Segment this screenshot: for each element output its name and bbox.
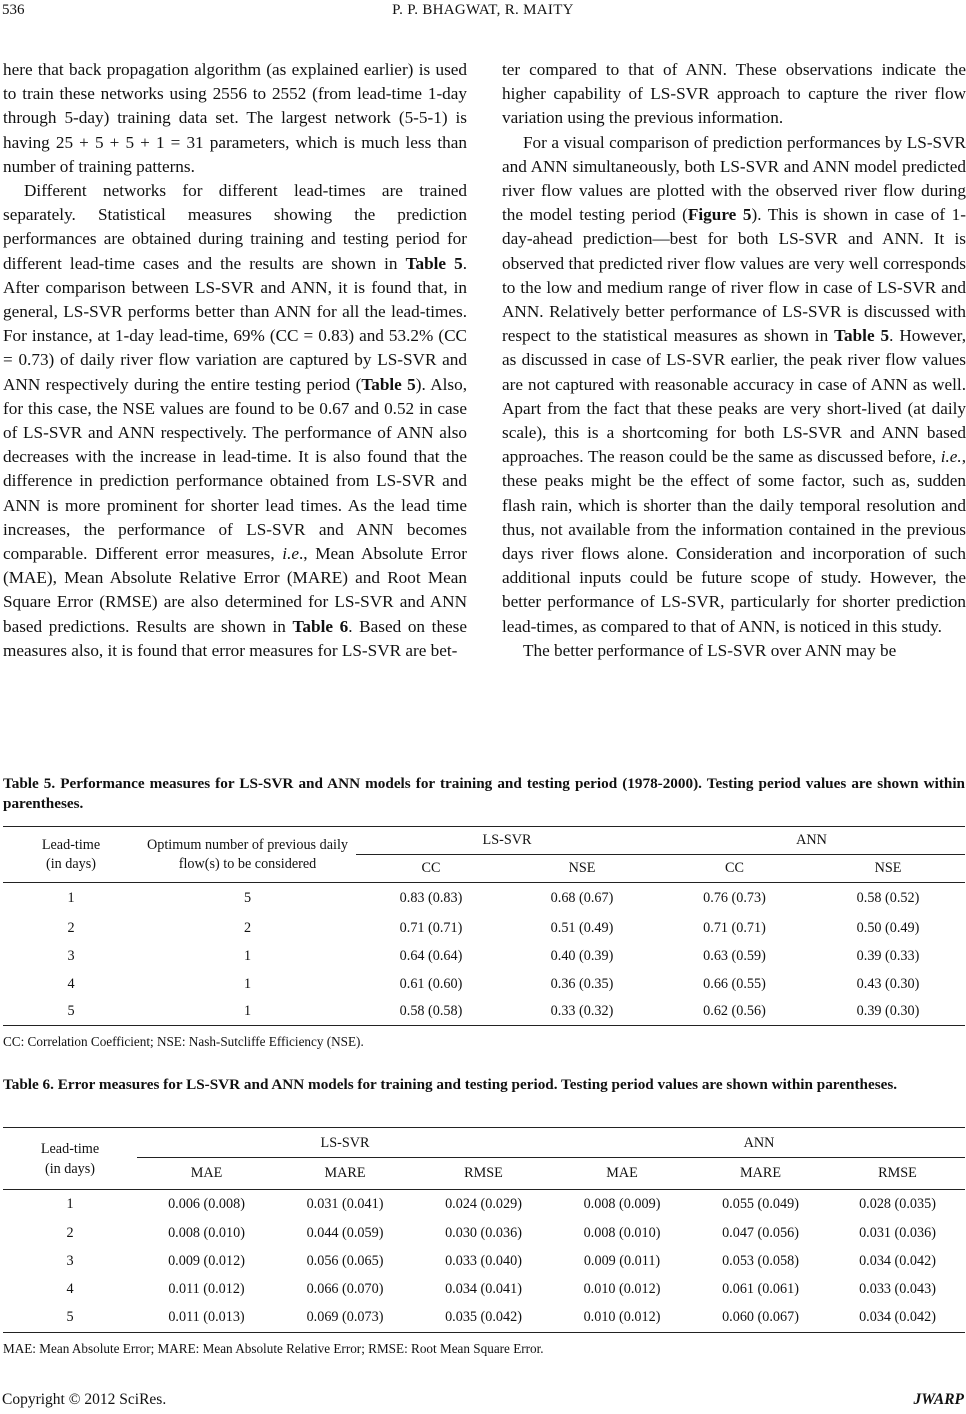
- column-header: MAE: [190, 1165, 223, 1181]
- column-header: MARE: [324, 1165, 366, 1181]
- table6-bottom-rule: [3, 1332, 965, 1333]
- left-column: [3, 58, 467, 663]
- table6: [3, 1128, 965, 1331]
- running-head: P. P. BHAGWAT, R. MAITY: [392, 2, 574, 18]
- paragraph: The better performance of LS-SVR over ANN may be: [523, 640, 897, 660]
- page-header: [0, 0, 966, 26]
- table-row: 5 1 0.58 (0.58) 0.33 (0.32) 0.62 (0.56) 0.39 (0.30): [67, 1003, 920, 1019]
- table5: [3, 827, 965, 1025]
- column-header: RMSE: [464, 1165, 503, 1181]
- table-row: 5 0.011 (0.013) 0.069 (0.073) 0.035 (0.042) 0.010 (0.012) 0.060 (0.067) 0.034 (0.042): [66, 1308, 936, 1325]
- column-header: Lead-time (in days): [40, 1140, 100, 1177]
- table5-note: CC: Correlation Coefficient; NSE: Nash-Sutcliffe Efficiency (NSE).: [3, 1034, 364, 1049]
- paragraph: Different networks for different lead-times are trained separately. Statistical measures showing the prediction performances are obtained during training and testing period for different lead-time cases and the results are shown in Table 5. After comparison between LS-SVR and ANN, it is found that, in general, LS-SVR performs better than ANN for all the lead-times. For instance, at 1-day lead-time, 69% (CC = 0.83) and 53.2% (CC = 0.73) of daily river flow variation are captured by LS-SVR and ANN respectively during the entire testing period (Table 5). Also, for this case, the NSE values are found to be 0.67 and 0.52 in case of LS-SVR and ANN respectively. The performance of ANN also decreases with the increase in lead-time. It is also found that the difference in prediction performance obtained from LS-SVR and ANN is more prominent for shorter lead times. As the lead time increases, the performance of LS-SVR and ANN becomes comparable. Different error measures, i.e., Mean Absolute Error (MAE), Mean Absolute Relative Error (MARE) and Root Mean Square Error (RMSE) are also determined for LS-SVR and ANN based predictions. Results are shown in Table 6. Based on these measures also, it is found that error measures for LS-SVR are bet-: [3, 181, 467, 660]
- figure-reference[interactable]: Figure 5: [687, 205, 752, 225]
- table-row: 1 5 0.83 (0.83) 0.68 (0.67) 0.76 (0.73) 0.58 (0.52): [67, 889, 920, 906]
- column-header: Lead-time (in days): [41, 836, 101, 872]
- right-column: [502, 58, 966, 663]
- column-header: MAE: [606, 1165, 638, 1181]
- paragraph: here that back propagation algorithm (as explained earlier) is used to train these networks using 2556 to 2552 (from lead-time 1-day through 5-day) training data set. The largest network (5-5-1) is having 25 + 5 + 5 + 1 = 31 parameters, which is much less than number of training patterns.: [3, 60, 467, 176]
- table-row: 4 0.011 (0.012) 0.066 (0.070) 0.034 (0.041) 0.010 (0.012) 0.061 (0.061) 0.033 (0.043): [66, 1280, 936, 1297]
- table5-bottom-rule: [3, 1025, 965, 1026]
- table5-caption: Table 5. Performance measures for LS-SVR and ANN models for training and testing period (1978-2000). Testing period values are shown within parentheses.: [3, 775, 965, 812]
- column-header: CC: [421, 859, 441, 876]
- paragraph: ter compared to that of ANN. These observations indicate the higher capability of LS-SVR approach to capture the river flow variation using the previous information.: [502, 60, 966, 128]
- page-number: 536: [2, 2, 25, 18]
- copyright: Copyright © 2012 SciRes.: [2, 1391, 167, 1408]
- group-header: LS-SVR: [320, 1134, 370, 1151]
- column-header: RMSE: [878, 1165, 917, 1181]
- table-reference[interactable]: Table 6: [292, 616, 349, 636]
- table-row: 1 0.006 (0.008) 0.031 (0.041) 0.024 (0.029) 0.008 (0.009) 0.055 (0.049) 0.028 (0.035): [66, 1195, 936, 1212]
- column-header: NSE: [874, 859, 902, 876]
- journal-name: JWARP: [913, 1391, 964, 1408]
- table6-caption: Table 6. Error measures for LS-SVR and ANN models for training and testing period. Testing period values are shown within parentheses.: [3, 1076, 898, 1093]
- page-footer: [2, 1391, 964, 1409]
- column-header: MARE: [740, 1165, 781, 1181]
- column-header: CC: [725, 859, 744, 876]
- column-header: Optimum number of previous daily flow(s) to be considered: [147, 836, 348, 872]
- group-header: ANN: [743, 1134, 775, 1151]
- table-row: 2 0.008 (0.010) 0.044 (0.059) 0.030 (0.036) 0.008 (0.010) 0.047 (0.056) 0.031 (0.036): [66, 1224, 936, 1241]
- group-header: ANN: [796, 832, 827, 848]
- table-row: 2 2 0.71 (0.71) 0.51 (0.49) 0.71 (0.71) 0.50 (0.49): [67, 919, 920, 936]
- column-header: NSE: [568, 859, 596, 876]
- table-reference[interactable]: Table 5: [834, 326, 890, 346]
- table6-note: MAE: Mean Absolute Error; MARE: Mean Absolute Relative Error; RMSE: Root Mean Square Error.: [3, 1341, 544, 1356]
- table-row: 3 0.009 (0.012) 0.056 (0.065) 0.033 (0.040) 0.009 (0.011) 0.053 (0.058) 0.034 (0.042): [66, 1252, 936, 1269]
- table-reference[interactable]: Table 5: [361, 374, 416, 394]
- table-row: 4 1 0.61 (0.60) 0.36 (0.35) 0.66 (0.55) 0.43 (0.30): [67, 975, 920, 992]
- table-reference[interactable]: Table 5: [405, 253, 463, 273]
- group-header: LS-SVR: [482, 832, 532, 848]
- table-row: 3 1 0.64 (0.64) 0.40 (0.39) 0.63 (0.59) 0.39 (0.33): [67, 947, 920, 964]
- paragraph: For a visual comparison of prediction performances by LS-SVR and ANN simultaneously, both LS-SVR and ANN model predicted river flow values are plotted with the observed river flow during the model testing period (Figure 5). This is shown in case of 1-day-ahead prediction—best for both LS-SVR and ANN. It is observed that predicted river flow values are very well corresponds to the low and medium range of river flow in case of LS-SVR and ANN. Relatively better performance of LS-SVR is discussed with respect to the statistical measures as shown in Table 5. However, as discussed in case of LS-SVR earlier, the peak river flow values are not captured with reasonable accuracy in case of ANN as well. Apart from the fact that these peaks are very short-lived (at daily scale), this is a shortcoming for both LS-SVR and ANN based approaches. The reason could be the same as discussed before, i.e., these peaks might be the effect of some factor, such as, sudden flash rain, which is shorter than the daily temporal resolution and thus, not available from the information contained in the previous days river flows alone. Consideration and incorporation of such additional inputs could be future scope of study. However, the better performance of LS-SVR, particularly for shorter prediction lead-times, as compared to that of ANN, is noticed in this study.: [502, 132, 966, 636]
